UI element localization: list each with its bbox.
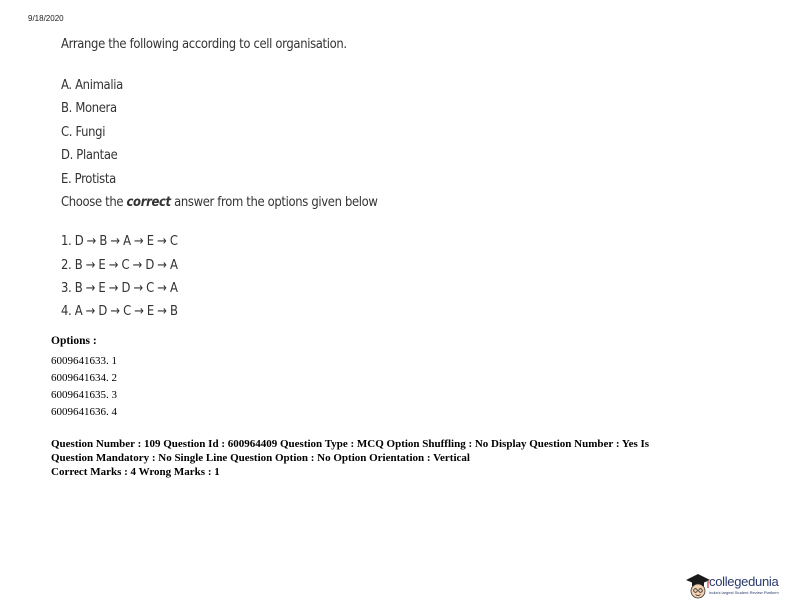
option-item: 6009641636. 4 <box>51 406 117 418</box>
metadata-line: Question Mandatory : No Single Line Question Option : No Option Orientation : Vertical <box>51 452 470 464</box>
answer-choice: 2. B → E → C → D → A <box>61 257 178 273</box>
question-title: Arrange the following according to cell organisation. <box>61 36 347 52</box>
instruction-text <box>61 194 378 210</box>
list-item: E. Protista <box>61 171 116 187</box>
answer-choice: 1. D → B → A → E → C <box>61 233 178 249</box>
answer-choice: 4. A → D → C → E → B <box>61 303 178 319</box>
instruction-prefix: Choose the <box>61 194 127 210</box>
list-item: D. Plantae <box>61 147 118 163</box>
metadata-line: Question Number : 109 Question Id : 600964409 Question Type : MCQ Option Shuffling : No Display Question Number : Yes Is <box>51 438 650 450</box>
question-metadata <box>51 437 751 479</box>
collegedunia-logo <box>684 570 784 602</box>
logo-wordmark: collegedunia <box>709 574 779 589</box>
logo-tagline: India's largest Student Review Platform <box>709 590 779 595</box>
option-item: 6009641633. 1 <box>51 355 117 367</box>
metadata-line: Correct Marks : 4 Wrong Marks : 1 <box>51 466 220 478</box>
list-item: B. Monera <box>61 100 117 116</box>
graduate-cap-icon <box>684 571 712 601</box>
options-list <box>51 335 117 421</box>
instruction-emphasis: correct <box>126 194 171 210</box>
options-heading: Options : <box>51 335 97 347</box>
option-item: 6009641634. 2 <box>51 372 117 384</box>
answer-choice: 3. B → E → D → C → A <box>61 280 178 296</box>
option-item: 6009641635. 3 <box>51 389 117 401</box>
print-date: 9/18/2020 <box>28 14 64 23</box>
list-item: C. Fungi <box>61 124 106 140</box>
list-item: A. Animalia <box>61 77 123 93</box>
instruction-suffix: answer from the options given below <box>170 194 378 210</box>
